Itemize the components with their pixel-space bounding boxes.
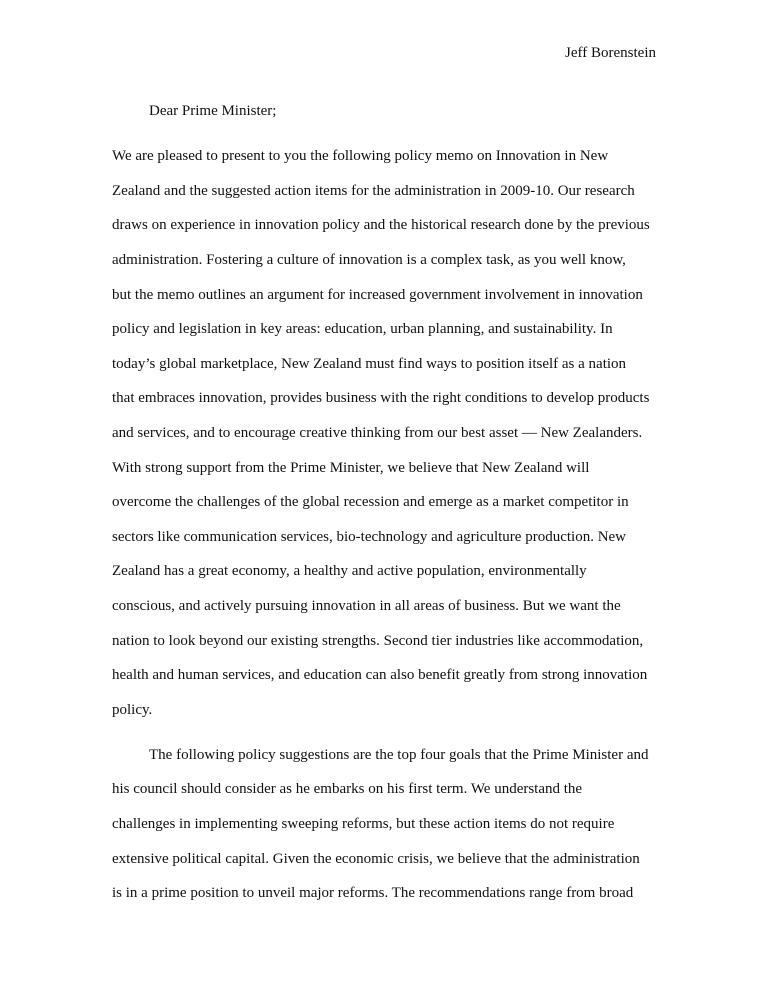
paragraph-1-line: that embraces innovation, provides business with the right conditions to develop products [112,390,650,406]
paragraph-1-line: conscious, and actively pursuing innovation in all areas of business. But we want the [112,598,621,614]
paragraph-2-line: extensive political capital. Given the economic crisis, we believe that the administration [112,851,640,867]
paragraph-1-line: Zealand has a great economy, a healthy and active population, environmentally [112,563,587,579]
paragraph-1-line: We are pleased to present to you the following policy memo on Innovation in New [112,148,609,164]
paragraph-1-line: draws on experience in innovation policy and the historical research done by the previous [112,217,650,233]
paragraph-1-line: but the memo outlines an argument for increased government involvement in innovation [112,287,643,303]
paragraph-2-line: challenges in implementing sweeping reforms, but these action items do not require [112,816,615,832]
paragraph-1-line: policy and legislation in key areas: education, urban planning, and sustainability. In [112,321,613,337]
paragraph-1-line: Zealand and the suggested action items for the administration in 2009-10. Our research [112,183,635,199]
paragraph-2-line: is in a prime position to unveil major reforms. The recommendations range from broad [112,885,634,901]
paragraph-1-line: today’s global marketplace, New Zealand must find ways to position itself as a nation [112,356,627,372]
salutation: Dear Prime Minister; [149,103,277,119]
paragraph-1-line: With strong support from the Prime Minister, we believe that New Zealand will [112,460,590,476]
header-author: Jeff Borenstein [565,45,656,61]
paragraph-1-line: overcome the challenges of the global recession and emerge as a market competitor in [112,494,629,510]
paragraph-1-line: and services, and to encourage creative thinking from our best asset — New Zealanders. [112,425,643,441]
paragraph-2-line: his council should consider as he embarks on his first term. We understand the [112,781,583,797]
paragraph-1-line: administration. Fostering a culture of innovation is a complex task, as you well know, [112,252,626,268]
paragraph-1-line: nation to look beyond our existing strengths. Second tier industries like accommodation, [112,633,644,649]
paragraph-1-line: sectors like communication services, bio-technology and agriculture production. New [112,529,627,545]
paragraph-1-line: health and human services, and education can also benefit greatly from strong innovation [112,667,648,683]
paragraph-1-line: policy. [112,702,153,718]
paragraph-2-line: The following policy suggestions are the top four goals that the Prime Minister and [149,747,649,763]
